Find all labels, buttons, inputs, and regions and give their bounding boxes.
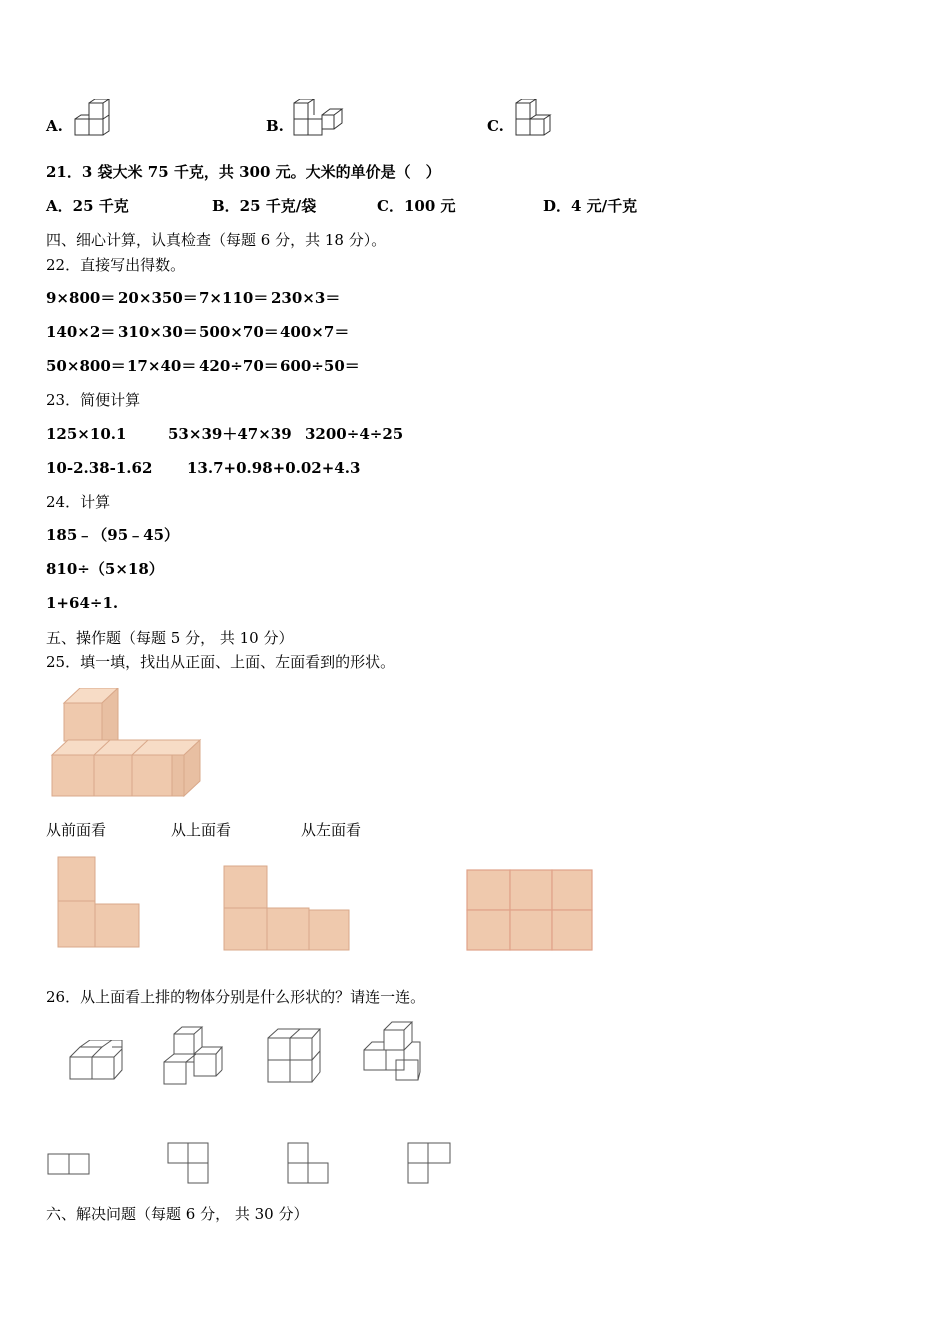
section5-heading: 五、操作题（每题 5 分， 共 10 分） xyxy=(46,629,294,647)
q25-title: 25．填一填，找出从正面、上面、左面看到的形状。 xyxy=(46,653,396,671)
q22-r2-c4: 400×7＝ xyxy=(280,323,350,341)
q23-r1-c2: 53×39＋47×39 xyxy=(168,425,292,443)
q25-view-top xyxy=(222,865,352,953)
q22-r1-c3: 7×110＝ xyxy=(199,289,269,307)
q26-shape-1 xyxy=(47,1152,91,1176)
q25-label-left: 从左面看 xyxy=(301,821,362,839)
q21-option-a: A．25 千克 xyxy=(46,197,129,215)
q21-option-c: C．100 元 xyxy=(377,197,456,215)
q22-r3-c4: 600÷50＝ xyxy=(280,357,360,375)
q21-stem: 21．3 袋大米 75 千克，共 300 元。大米的单价是（ ） xyxy=(46,163,441,181)
q24-item-2: 810÷（5×18） xyxy=(46,560,164,578)
q25-view-front xyxy=(56,856,142,950)
q25-label-top: 从上面看 xyxy=(171,821,232,839)
q25-view-left xyxy=(466,868,594,952)
q23-r2-c1: 10-2.38-1.62 xyxy=(46,459,153,477)
q23-r1-c3: 3200÷4÷25 xyxy=(305,425,404,443)
q22-r2-c3: 500×70＝ xyxy=(199,323,279,341)
q22-r2-c2: 310×30＝ xyxy=(118,323,198,341)
option-a-label: A. xyxy=(46,117,63,135)
q22-r2-c1: 140×2＝ xyxy=(46,323,116,341)
q26-object-3 xyxy=(266,1028,322,1084)
q23-r2-c2: 13.7+0.98+0.02+4.3 xyxy=(187,459,361,477)
option-b-label: B. xyxy=(266,117,284,135)
option-a-figure xyxy=(74,99,118,139)
q22-r3-c1: 50×800＝ xyxy=(46,357,126,375)
q25-label-front: 从前面看 xyxy=(46,821,107,839)
section6-heading: 六、解决问题（每题 6 分， 共 30 分） xyxy=(46,1205,309,1223)
q26-shape-2 xyxy=(166,1141,210,1185)
q26-shape-4 xyxy=(406,1141,452,1185)
q21-option-b: B．25 千克/袋 xyxy=(212,197,317,215)
q22-r1-c4: 230×3＝ xyxy=(271,289,341,307)
q24-item-3: 1+64÷1. xyxy=(46,594,119,612)
q25-block-figure xyxy=(50,688,205,800)
q22-r1-c1: 9×800＝ xyxy=(46,289,116,307)
q23-title: 23．简便计算 xyxy=(46,391,141,409)
q22-r3-c2: 17×40＝ xyxy=(127,357,197,375)
q26-object-1 xyxy=(68,1040,124,1082)
section4-heading: 四、细心计算，认真检查（每题 6 分，共 18 分）。 xyxy=(46,231,387,249)
q24-item-1: 185﹣（95﹣45） xyxy=(46,526,180,544)
q26-title: 26．从上面看上排的物体分别是什么形状的？请连一连。 xyxy=(46,988,426,1006)
q26-shape-3 xyxy=(286,1141,330,1185)
q24-title: 24．计算 xyxy=(46,493,111,511)
q21-option-d: D．4 元/千克 xyxy=(543,197,638,215)
q23-r1-c1: 125×10.1 xyxy=(46,425,127,443)
q26-object-2 xyxy=(162,1026,224,1086)
q22-title: 22．直接写出得数。 xyxy=(46,256,186,274)
option-b-figure xyxy=(292,99,346,139)
option-c-figure xyxy=(514,99,560,139)
option-c-label: C. xyxy=(487,117,504,135)
q26-object-4 xyxy=(360,1020,424,1084)
q22-r3-c3: 420÷70＝ xyxy=(199,357,279,375)
q22-r1-c2: 20×350＝ xyxy=(118,289,198,307)
